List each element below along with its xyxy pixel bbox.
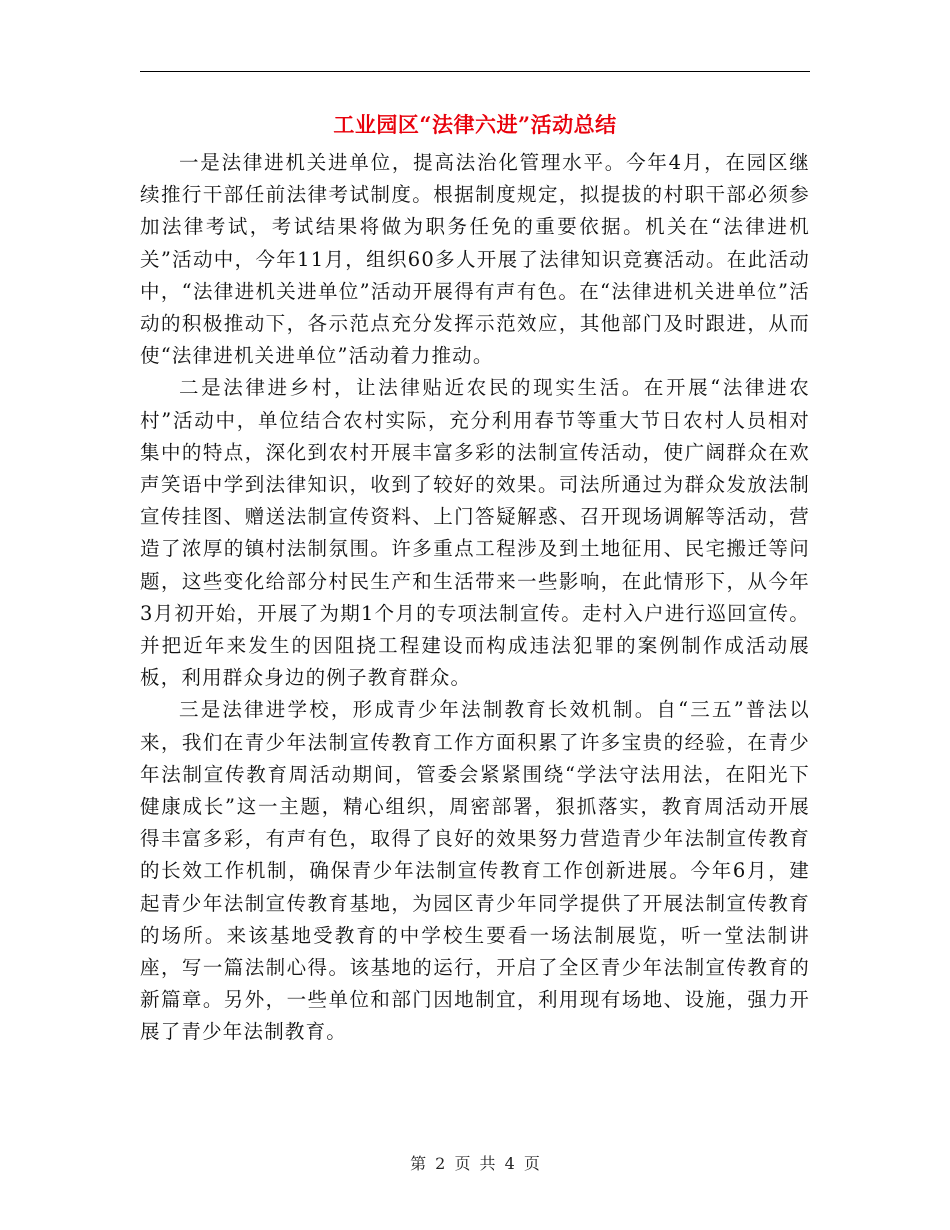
document-title: 工业园区“法律六进”活动总结 — [333, 112, 617, 137]
header-rule — [140, 71, 810, 72]
page-number: 第 2 页 共 4 页 — [410, 1154, 540, 1173]
paragraph-3: 三是法律进学校，形成青少年法制教育长效机制。自“三五”普法以来，我们在青少年法制宣传教育工作方面积累了许多宝贵的经验，在青少年法制宣传教育周活动期间，管委会紧紧围绕“学法守法用法，在阳光下健康成长”这一主题，精心组织，周密部署，狠抓落实，教育周活动开展得丰富多彩，有声有色，取得了良好的效果努力营造青少年法制宣传教育的长效工作机制，确保青少年法制宣传教育工作创新进展。今年6月，建起青少年法制宣传教育基地，为园区青少年同学提供了开展法制宣传教育的场所。来该基地受教育的中学校生要看一场法制展览，听一堂法制讲座，写一篇法制心得。该基地的运行，开启了全区青少年法制宣传教育的新篇章。另外，一些单位和部门因地制宜，利用现有场地、设施，强力开展了青少年法制教育。 — [140, 698, 810, 1044]
paragraph-1: 一是法律进机关进单位，提高法治化管理水平。今年4月，在园区继续推行干部任前法律考试制度。根据制度规定，拟提拔的村职干部必须参加法律考试，考试结果将做为职务任免的重要依据。机关在“法律进机关”活动中，今年11月，组织60多人开展了法律知识竞赛活动。在此活动中，“法律进机关进单位”活动开展得有声有色。在“法律进机关进单位”活动的积极推动下，各示范点充分发挥示范效应，其他部门及时跟进，从而使“法律进机关进单位”活动着力推动。 — [140, 151, 810, 368]
paragraph-2: 二是法律进乡村，让法律贴近农民的现实生活。在开展“法律进农村”活动中，单位结合农村实际，充分利用春节等重大节日农村人员相对集中的特点，深化到农村开展丰富多彩的法制宣传活动，使广阔群众在欢声笑语中学到法律知识，收到了较好的效果。司法所通过为群众发放法制宣传挂图、赠送法制宣传资料、上门答疑解惑、召开现场调解等活动，营造了浓厚的镇村法制氛围。许多重点工程涉及到土地征用、民宅搬迁等问题，这些变化给部分村民生产和生活带来一些影响，在此情形下，从今年3月初开始，开展了为期1个月的专项法制宣传。走村入户进行巡回宣传。并把近年来发生的因阻挠工程建设而构成违法犯罪的案例制作成活动展板，利用群众身边的例子教育群众。 — [140, 376, 810, 690]
document-body — [140, 147, 810, 1049]
